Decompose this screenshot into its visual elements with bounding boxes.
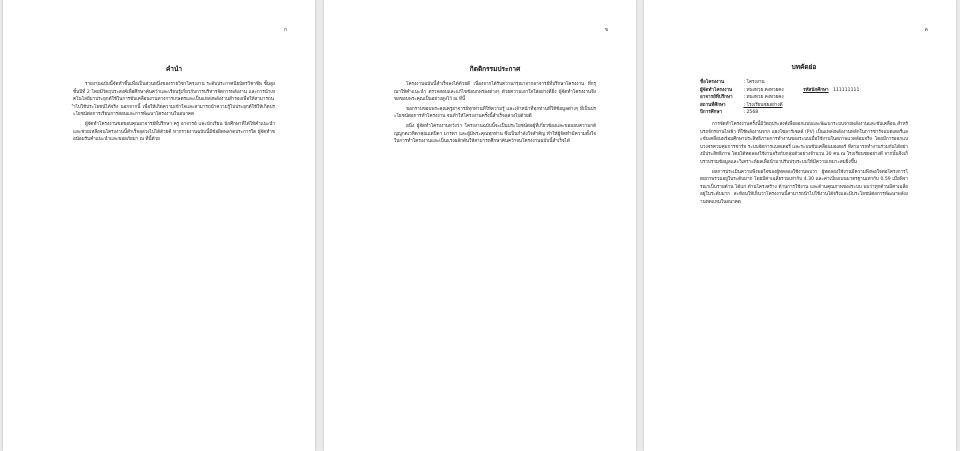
meta-label: ชื่อโครงงาน xyxy=(700,80,725,85)
abstract-metadata xyxy=(700,79,908,117)
meta-label: สถานที่ศึกษา xyxy=(700,102,726,108)
meta-row-advisor xyxy=(700,94,908,102)
page-number: ค xyxy=(924,27,928,33)
meta-value: : 2568 xyxy=(743,110,759,116)
paragraph: อนึ่ง ผู้จัดทำโครงงานหวังว่า โครงงานฉบับนี้จะเป็นประโยชน์ต่อผู้ที่เกี่ยวข้องและขอมอบความกตัญญูกตเวทิตาคุณแด่บิดา มารดา และผู้มีพระคุณทุกท่าน ซึ่งเป็นกำลังใจสำคัญ ทำให้ผู้จัดทำมีความตั้งใจในการทำโครงงานและเป็นแรงผลักดันให้สามารถศึกษาค้นคว้าจนโครงงานฉบับนี้สำเร็จได้ xyxy=(394,123,596,145)
page-number: ก xyxy=(283,27,287,33)
meta-value: : โครงงาน xyxy=(743,80,765,85)
document-page-acknowledgement xyxy=(324,0,636,451)
meta-label: ผู้จัดทำโครงงาน xyxy=(700,87,733,93)
page-content xyxy=(700,62,908,209)
meta-row-author xyxy=(700,87,908,95)
page-number: ข xyxy=(604,27,608,33)
page-title-preface: คำนำ xyxy=(165,65,183,73)
meta-label-student-id: รหัสนักศึกษา xyxy=(803,87,829,93)
page-title-abstract: บทคัดย่อ xyxy=(791,63,817,71)
meta-row-project-title xyxy=(700,79,908,87)
page-content xyxy=(73,64,275,146)
document-page-abstract xyxy=(644,0,956,451)
document-page-preface xyxy=(3,0,315,451)
meta-value: : ทนงทวย คงทวยคง xyxy=(743,87,784,93)
paragraph: รายงานฉบับนี้จัดทำขึ้นเพื่อเป็นส่วนหนึ่งของรายวิชาโครงงาน ระดับประกาศนียบัตรวิชาชีพ ชั้นสูง ชั้นปีที่ 2 โดยมีวัตถุประสงค์เพื่อศึกษาค้นคว้าและเรียนรู้เกี่ยวกับการบริหารจัดการพลังงาน และการนำเทคโนโลยีมาประยุกต์ใช้ในการขับเคลื่อนงานทางการเกษตรและเป็นแหล่งพลังงานสำรองเพื่อให้สามารถนำไปใช้ประโยชน์ได้จริง นอกจากนี้ เพื่อให้เกิดความเข้าใจและสามารถนำความรู้ไปประยุกต์ใช้ให้เกิดประโยชน์ต่อการเรียนการสอนและการพัฒนาโครงงานในอนาคต xyxy=(73,82,275,118)
page-title-acknowledgement: กิตติกรรมประกาศ xyxy=(469,65,521,73)
meta-value: : ทนงทวย คงทวยคง xyxy=(743,95,784,101)
paragraph: ขอกราบขอบพระคุณครูอาจารย์ทุกท่านที่ให้ความรู้ และเจ้าหน้าที่ทุกท่านที่ให้ข้อมูลต่างๆ ที่เป็นประโยชน์ต่อการทำโครงงาน จนทำให้โครงงานครั้งนี้สำเร็จลุล่วงไปด้วยดี xyxy=(394,106,596,120)
meta-label: ปีการศึกษา xyxy=(700,110,723,116)
meta-value-student-id: 111111111 xyxy=(833,87,860,93)
page-content xyxy=(394,64,596,148)
meta-row-academic-year xyxy=(700,109,908,117)
paragraph: ผลการประเมินความพึงพอใจของผู้ทดลองใช้งานพบว่า ผู้ทดลองใช้งานมีความพึงพอใจต่อโครงการโดยภาพรวมอยู่ในระดับมาก โดยมีค่าเฉลี่ยรวมเท่ากับ 4.30 และค่าเบี่ยงเบนมาตรฐานเท่ากับ 0.59 เมื่อพิจารณาเป็นรายด้าน ได้แก่ ด้านโครงสร้าง ด้านการใช้งาน และด้านคุณภาพของระบบ พบว่าทุกด้านมีค่าเฉลี่ยอยู่ในระดับมาก สะท้อนให้เห็นว่าโครงงานนี้สามารถนำไปใช้งานได้จริงและมีประโยชน์ต่อการพัฒนาพลังงานทดแทนในอนาคต xyxy=(700,169,908,205)
meta-label: อาจารย์ที่ปรึกษา xyxy=(700,95,733,101)
paragraph: การจัดทำโครงงานครั้งนี้มีวัตถุประสงค์เพื่อออกแบบและพัฒนาระบบจ่ายพลังงานและขับเคลื่อน สำหรับรถจักรยานไฟฟ้า ที่ใช้พลังงานจาก แผงโซลาร์เซลล์ (PV) เป็นแหล่งพลังงานหลักในการชาร์จแบตเตอรี่และขับเคลื่อนพร้อมศึกษาประสิทธิภาพการทำงานของระบบเมื่อใช้งานในสภาพแวดล้อมจริง โดยมีการออกแบบวงจรควบคุมการชาร์จ ระบบจัดการแบตเตอรี่ และระบบขับเคลื่อนมอเตอร์ ที่สามารถทำงานร่วมกันได้อย่างมีประสิทธิภาพ โดยได้ทดลองใช้งานจริงกับกลุ่มตัวอย่างจำนวน 30 คน ณ โรงเรียนชยอย่างดี จากนั้นจึงเก็บรวบรวมข้อมูลและวิเคราะห์ผลเพื่อนำมาปรับปรุงระบบให้มีความเหมาะสมยิ่งขึ้น xyxy=(700,121,908,165)
meta-value: : โรงเรียนชยอย่างดี xyxy=(743,102,783,108)
paragraph: โครงงานฉบับนี้สำเร็จลงได้ด้วยดี เนื่องจากได้รับความกรุณาจากอาจารย์ที่ปรึกษาโครงงาน ที่กรุณาให้คำแนะนำ ตรวจสอบและแก้ไขข้อบกพร่องต่างๆ ด้วยความเอาใจใส่อย่างดียิ่ง ผู้จัดทำโครงงานจึงขอขอบพระคุณเป็นอย่างสูงไว้ ณ ที่นี้ xyxy=(394,82,596,103)
paragraph: ผู้จัดทำโครงงานขอขอบคุณอาจารย์ที่ปรึกษา ครู อาจารย์ และนักเรียน นักศึกษาที่ได้ให้คำแนะนำและช่วยเหลือจนโครงงานนี้สำเร็จลุล่วงไปได้ด้วยดี หากรายงานฉบับนี้มีข้อผิดพลาดประการใด ผู้จัดทำขอน้อมรับคำแนะนำและขออภัยมา ณ ที่นี้ด้วย xyxy=(73,121,275,143)
meta-row-institution xyxy=(700,102,908,110)
